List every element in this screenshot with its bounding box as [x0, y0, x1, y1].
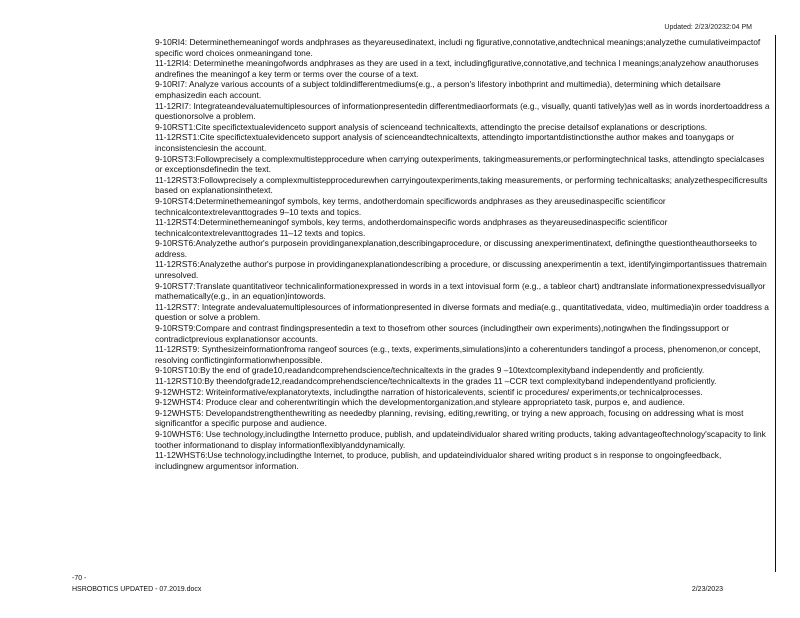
right-margin-rule: [775, 35, 776, 572]
footer-date: 2/23/2023: [691, 586, 723, 593]
footer-filename: HSROBOTICS UPDATED - 07.2019.docx: [72, 586, 202, 593]
standard-entry: 11-12RST4:Determinethemeaningof symbols, key terms, andotherdomainspecific words andphrases as theyareusedinaspecific scientificor technicalcontextrelevanttogrades 11–12 texts and topics.: [155, 217, 668, 238]
standard-entry: 9-10RI7: Analyze various accounts of a subject toldindifferentmediums(e.g., a person's lifestory inbothprint and multimedia), determining which detailsare emphasizedin each account.: [155, 79, 721, 100]
standard-entry: 11-12RST6:Analyzethe author's purpose in providinganexplanationdescribing a procedure, or discussing anexperimentin a text, identifyingimportantissues thatremain unresolved.: [155, 259, 767, 281]
standard-entry: 11-12RI4: Determinethe meaningofwords andphrases as they are used in a text, includingfigurative,connotative,and technica l meanings;analyzehow anauthoruses andrefines the meaningof a key term or terms over the course of a text.: [155, 58, 759, 79]
standard-entry: 9-10RST4:Determinethemeaningof symbols, key terms, andotherdomain specificwords andphrases as they areusedinaspecific scientificor technicalcontextrelevanttogrades 9–10 texts and topics.: [155, 195, 666, 217]
standard-entry: 11-12RI7: Integrateandevaluatemultiplesources of informationpresentedin differentmediaorformats (e.g., visually, quanti tatively)as well as in words inordertoaddress a questionorsolve a problem.: [155, 100, 770, 122]
standard-entry: 9-10RST1:Cite specifictextualevidenceto support analysis of scienceand technicaltexts, attendingto the precise detailsof explanations or descriptions.: [155, 121, 708, 132]
standard-entry: 9-10RI4: Determinethemeaningof words andphrases as theyareusedinatext, includi ng figurative,connotative,andtechnical meanings;analyzethe cumulativeimpactof specific word choices onmeaningand tone.: [155, 37, 761, 58]
standard-entry: 11-12RST7: Integrate andevaluatemultiplesources of informationpresented in diverse formats and media(e.g., quantitativedata, video, multimedia)in order toaddress a question or solve a problem.: [155, 301, 769, 323]
standard-entry: 11-12WHST6:Use technology,includingthe Internet, to produce, publish, and updateindividualor shared writing product s in response to ongoingfeedback, includingnew argumentsor information.: [155, 450, 722, 471]
standard-entry: 9-10RST10:By the end of grade10,readandcomprehendscience/technicaltexts in the grades 9 –10textcomplexityband independently and proficiently.: [155, 365, 705, 376]
standard-entry: 9-10RST6:Analyzethe author's purposein providinganexplanation,describingaprocedure, or discussing anexperimentinatext, definingthe questiontheauthorseeks to address.: [155, 238, 757, 259]
page-number: -70 -: [72, 575, 87, 582]
standard-entry: 9-12WHST5: Developandstrengthenthewriting as neededby planning, revising, editing,rewriting, or trying a new approach, focusing on addressing what is most significantfor a specific purpose and audience.: [155, 407, 744, 429]
standard-entry: 11-12RST9: Synthesizeinformationfroma rangeof sources (e.g., texts, experiments,simulations)into a coherentunders tandingof a process, phenomenon,or concept, resolving conflictinginformationwhenpossible.: [155, 344, 761, 365]
standard-entry: 9-12WHST4: Produce clear and coherentwritingin which the developmentorganization,and styleare appropriateto task, purpos e, and audience.: [155, 397, 685, 408]
standard-entry: 11-12RST1:Cite specifictextualevidenceto support analysis of scienceandtechnicaltexts, attendingto importantdistinctionsthe author makes and toanygaps or inconsistenciesin the account.: [155, 132, 734, 153]
standard-entry: 9-10RST3:Followprecisely a complexmultistepprocedure when carrying outexperiments, takingmeasurements,or performingtechnical tasks, attendingto specialcases or exceptionsdefinedin the text.: [155, 153, 765, 175]
updated-timestamp: Updated: 2/23/20232:04 PM: [664, 24, 752, 31]
standard-entry: 9-10RST9:Compare and contrast findingspresentedin a text to thosefrom other sources (includingtheir own experiments),notingwhen the findingssupport or contradictprevious explanationsor accounts.: [155, 323, 730, 344]
standard-entry: 11-12RST10:By theendofgrade12,readandcomprehendscience/technicaltexts in the grades 11 –CCR text complexityband independentlyand proficiently.: [155, 376, 717, 386]
standard-entry: 9-12WHST2: Writeinformative/explanatorytexts, includingthe narration of historicalevents, scientif ic procedures/ experiments,or technicalprocesses.: [155, 386, 703, 397]
standard-entry: 11-12RST3:Followprecisely a complexmultistepprocedurewhen carryingoutexperiments,taking measurements, or performing technicaltasks; analyzethespecificresults based on explanationsinthetext.: [155, 174, 768, 196]
standards-list: [155, 37, 770, 471]
standard-entry: 9-10RST7:Translate quantitativeor technicalinformationexpressed in words in a text intovisual form (e.g., a tableor chart) andtranslate informationexpressedvisuallyor mathematically(e.g., in an equation)intowords.: [155, 280, 766, 302]
standard-entry: 9-10WHST6: Use technology,includingthe Internetto produce, publish, and updateindividualor shared writing products, taking advantageoftechnology'scapacity to link toother informationand to display informationflexiblyanddynamically.: [155, 428, 766, 450]
